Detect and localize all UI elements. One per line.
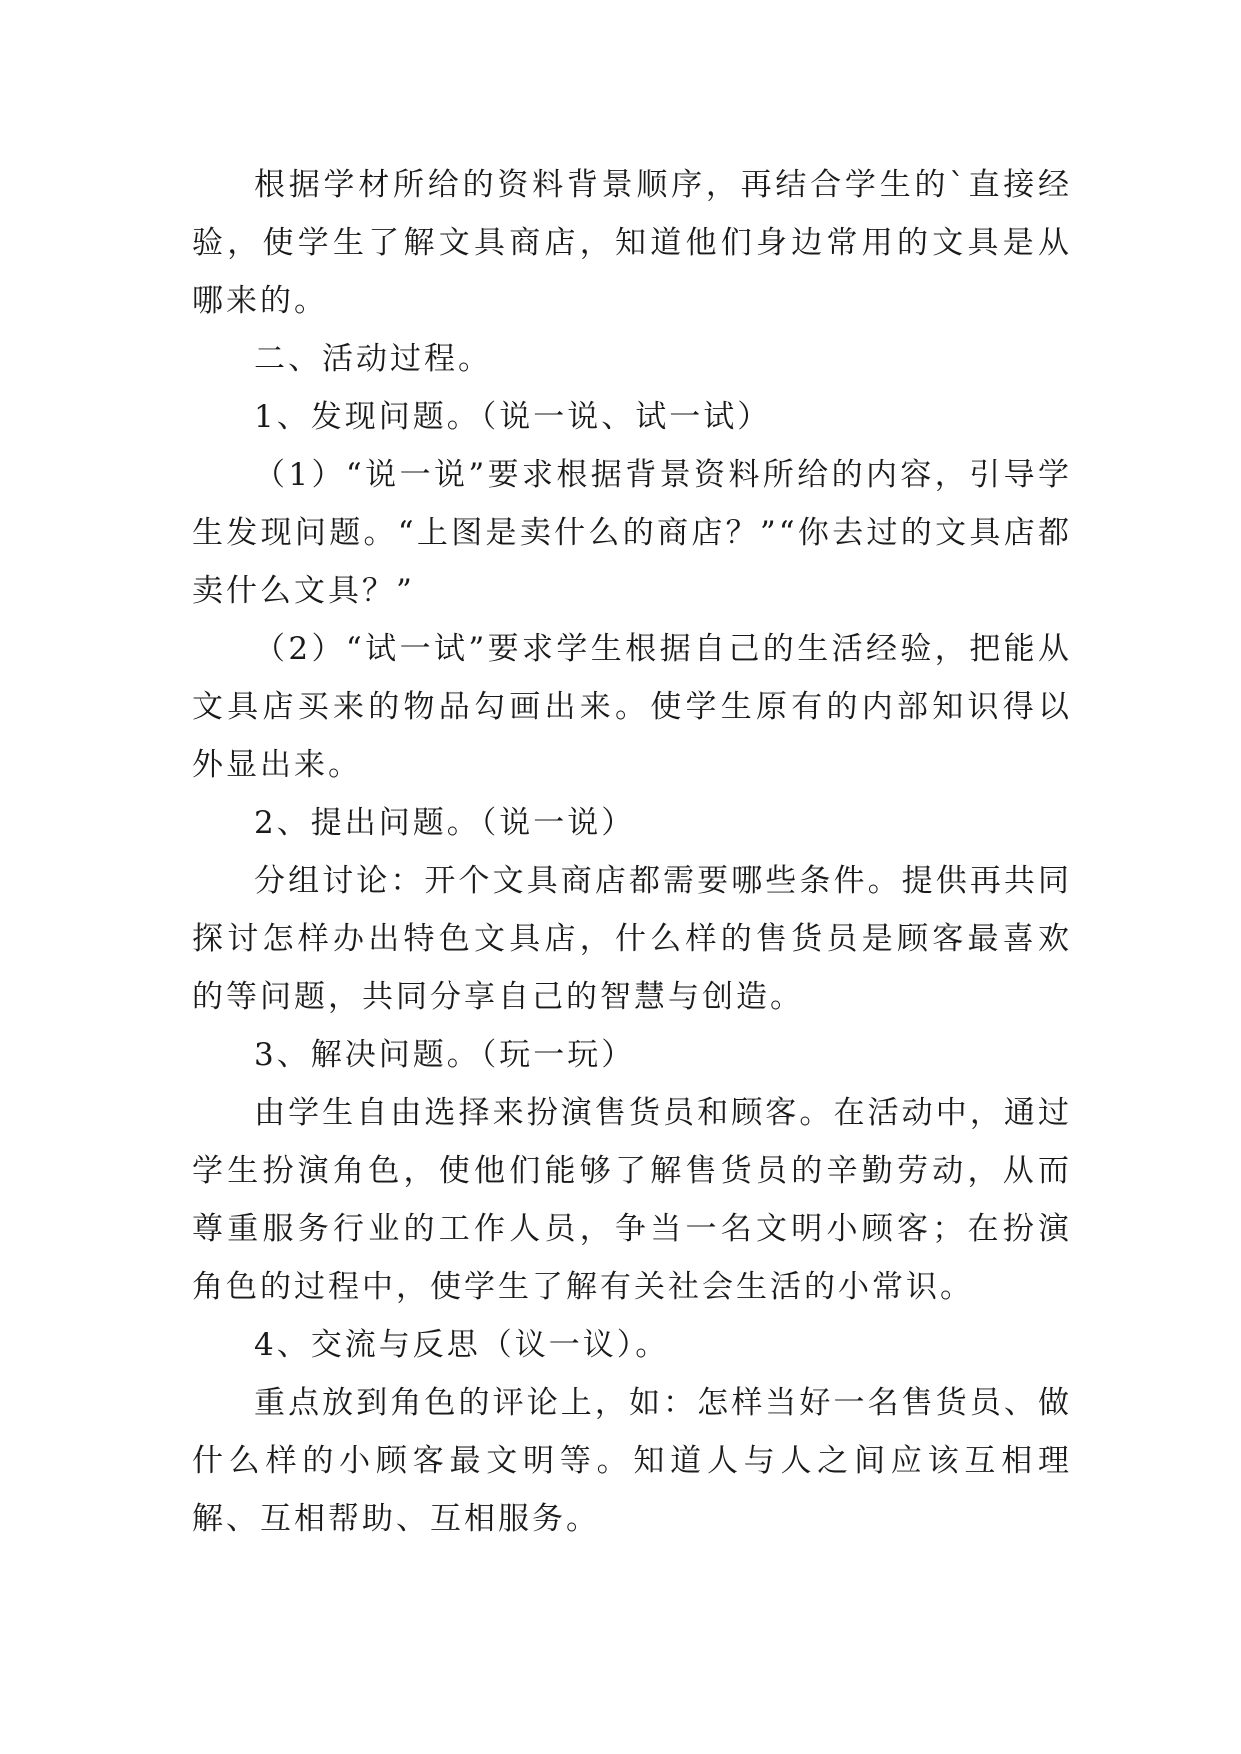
heading-raise-problem: 2、提出问题。（说一说） bbox=[254, 805, 636, 841]
heading-reflection: 4、交流与反思（议一议）。 bbox=[254, 1327, 670, 1363]
paragraph-say-it: （1）“说一说”要求根据背景资料所给的内容，引导学生发现问题。“上图是卖什么的商店？”“你去过的文具店都卖什么文具？” bbox=[192, 457, 1072, 609]
document-body bbox=[192, 156, 1072, 1548]
paragraph-reflection: 重点放到角色的评论上，如：怎样当好一名售货员、做什么样的小顾客最文明等。知道人与人之间应该互相理解、互相帮助、互相服务。 bbox=[192, 1385, 1072, 1537]
heading-activity-process: 二、活动过程。 bbox=[254, 341, 492, 377]
paragraph-background: 根据学材所给的资料背景顺序，再结合学生的`直接经验，使学生了解文具商店，知道他们身边常用的文具是从哪来的。 bbox=[192, 167, 1072, 319]
paragraph-role-play: 由学生自由选择来扮演售货员和顾客。在活动中，通过学生扮演角色，使他们能够了解售货员的辛勤劳动，从而尊重服务行业的工作人员，争当一名文明小顾客；在扮演角色的过程中，使学生了解有关社会生活的小常识。 bbox=[192, 1095, 1072, 1305]
paragraph-group-discussion: 分组讨论：开个文具商店都需要哪些条件。提供再共同探讨怎样办出特色文具店，什么样的售货员是顾客最喜欢的等问题，共同分享自己的智慧与创造。 bbox=[192, 863, 1072, 1015]
paragraph-try-it: （2）“试一试”要求学生根据自己的生活经验，把能从文具店买来的物品勾画出来。使学生原有的内部知识得以外显出来。 bbox=[192, 631, 1072, 783]
heading-discover-problem: 1、发现问题。（说一说、试一试） bbox=[254, 399, 772, 435]
heading-solve-problem: 3、解决问题。（玩一玩） bbox=[254, 1037, 636, 1073]
